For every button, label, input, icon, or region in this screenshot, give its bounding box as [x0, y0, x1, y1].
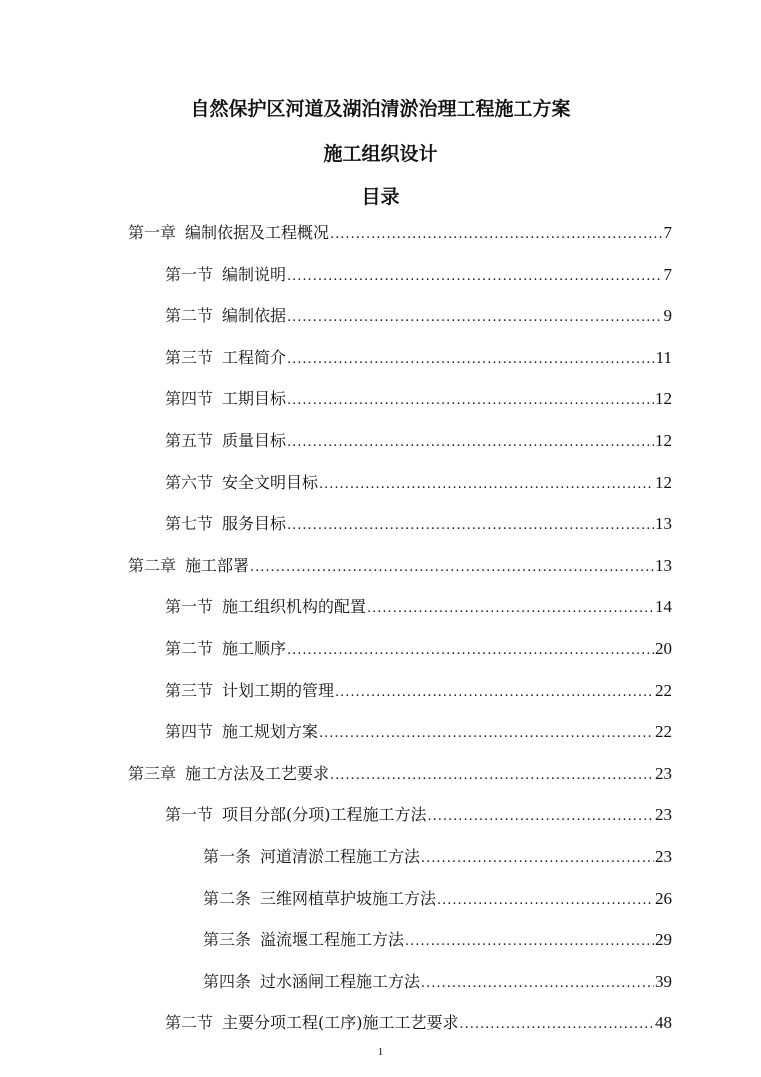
dot-leader [421, 976, 654, 991]
toc-entry[interactable] [165, 345, 672, 369]
dot-leader [287, 269, 662, 284]
toc-entry-page: 12 [655, 431, 672, 450]
toc-entry-page: 9 [663, 306, 672, 326]
toc-entry-prefix: 第一节 [165, 264, 214, 284]
toc-entry-page: 13 [655, 514, 672, 534]
dot-leader [330, 227, 662, 242]
toc-entry-page: 23 [655, 847, 672, 866]
toc-entry[interactable] [203, 969, 672, 993]
toc-entry-prefix: 第一节 [165, 805, 214, 825]
toc-entry[interactable] [165, 1010, 672, 1034]
toc-entry-title: 安全文明目标 [222, 472, 319, 492]
toc-entry[interactable] [165, 636, 672, 660]
toc-entry[interactable] [165, 470, 672, 494]
toc-entry-title: 施工组织机构的配置 [222, 597, 367, 617]
toc-entry-title: 施工部署 [185, 555, 250, 575]
toc-entry-page: 22 [655, 680, 672, 700]
toc-entry[interactable] [128, 553, 672, 577]
toc-entry-prefix: 第二条 [203, 888, 252, 908]
toc-entry-title: 施工顺序 [222, 639, 287, 658]
toc-entry-prefix: 第六节 [165, 472, 214, 492]
toc-entry-title: 质量目标 [222, 431, 287, 450]
dot-leader [330, 768, 654, 783]
dot-leader [319, 726, 654, 741]
toc-entry-title: 计划工期的管理 [222, 680, 335, 700]
dot-leader [319, 477, 654, 492]
toc-entry-prefix: 第三章 [128, 763, 177, 783]
dot-leader [287, 643, 654, 658]
dot-leader [437, 893, 654, 908]
toc-entry-title: 工期目标 [222, 389, 287, 409]
toc-entry-title: 编制说明 [222, 264, 287, 284]
toc-entry[interactable] [165, 386, 672, 410]
page-number: 1 [377, 1046, 384, 1058]
toc-entry-page: 23 [655, 763, 672, 783]
toc-entry-title: 溢流堰工程施工方法 [260, 930, 405, 950]
toc-entry-page: 20 [655, 639, 672, 658]
toc-entry-title: 工程简介 [222, 347, 287, 367]
toc-entry-title: 编制依据 [222, 306, 287, 326]
toc-entry-page: 14 [655, 597, 672, 617]
toc-entry[interactable] [165, 262, 672, 286]
toc-entry-page: 12 [655, 472, 672, 492]
toc-entry-prefix: 第一节 [165, 597, 214, 617]
toc-entry[interactable] [165, 678, 672, 702]
toc-entry[interactable] [165, 303, 672, 327]
dot-leader [405, 934, 654, 949]
toc-entry-title: 服务目标 [222, 514, 287, 534]
dot-leader [287, 393, 654, 408]
dot-leader [428, 809, 654, 824]
toc-entry-page: 7 [663, 223, 672, 242]
toc-entry-page: 29 [655, 930, 672, 950]
toc-entry[interactable] [203, 844, 672, 868]
dot-leader [287, 435, 654, 450]
document-title: 自然保护区河道及湖泊清淤治理工程施工方案 [190, 98, 571, 120]
toc-entry-prefix: 第四节 [165, 389, 214, 409]
toc-entry-title: 河道清淤工程施工方法 [260, 847, 421, 866]
toc-entry-title: 编制依据及工程概况 [185, 223, 330, 242]
toc-entry-title: 过水涵闸工程施工方法 [260, 971, 421, 991]
toc-entry-prefix: 第三节 [165, 680, 214, 700]
toc-entry-prefix: 第四条 [203, 971, 252, 991]
toc-entry-page: 22 [655, 722, 672, 742]
toc-entry-page: 7 [663, 264, 672, 284]
toc-entry-prefix: 第二节 [165, 306, 214, 326]
toc-entry-prefix: 第五节 [165, 431, 214, 450]
dot-leader [287, 518, 654, 533]
dot-leader [287, 310, 662, 325]
toc-entry-prefix: 第七节 [165, 514, 214, 534]
toc-heading: 目录 [361, 186, 400, 208]
toc-entry-title: 项目分部(分项)工程施工方法 [222, 805, 427, 825]
dot-leader [421, 851, 654, 866]
toc-entry-prefix: 第二章 [128, 555, 177, 575]
toc-entry-page: 23 [655, 805, 672, 825]
dot-leader [367, 601, 654, 616]
toc-entry-prefix: 第一章 [128, 223, 177, 242]
document-subtitle: 施工组织设计 [323, 143, 438, 165]
dot-leader [287, 352, 655, 367]
toc-entry-title: 施工规划方案 [222, 722, 319, 742]
toc-entry-prefix: 第一条 [203, 847, 252, 866]
toc-entry-page: 26 [655, 888, 672, 908]
toc-entry[interactable] [165, 594, 672, 618]
toc-entry[interactable] [165, 511, 672, 535]
toc-entry-page: 12 [655, 389, 672, 409]
toc-entry-prefix: 第二节 [165, 1013, 214, 1033]
dot-leader [335, 685, 654, 700]
toc-entry[interactable] [203, 886, 672, 910]
toc-entry-page: 13 [655, 555, 672, 575]
toc-entry-prefix: 第三条 [203, 930, 252, 950]
toc-entry-page: 11 [655, 347, 672, 367]
toc-entry[interactable] [165, 428, 672, 452]
toc-entry[interactable] [128, 220, 672, 244]
dot-leader [250, 560, 654, 575]
toc-entry[interactable] [128, 761, 672, 785]
toc-entry[interactable] [165, 719, 672, 743]
toc-entry-title: 主要分项工程(工序)施工工艺要求 [222, 1013, 459, 1033]
toc-entry[interactable] [203, 927, 672, 951]
toc-entry-title: 三维网植草护坡施工方法 [260, 888, 437, 908]
toc-entry-prefix: 第二节 [165, 639, 214, 658]
toc-entry-page: 39 [655, 971, 672, 991]
toc-entry-page: 48 [655, 1013, 672, 1033]
toc-entry-prefix: 第四节 [165, 722, 214, 742]
toc-entry-title: 施工方法及工艺要求 [185, 763, 330, 783]
dot-leader [460, 1017, 654, 1032]
toc-entry[interactable] [165, 802, 672, 826]
toc-entry-prefix: 第三节 [165, 347, 214, 367]
